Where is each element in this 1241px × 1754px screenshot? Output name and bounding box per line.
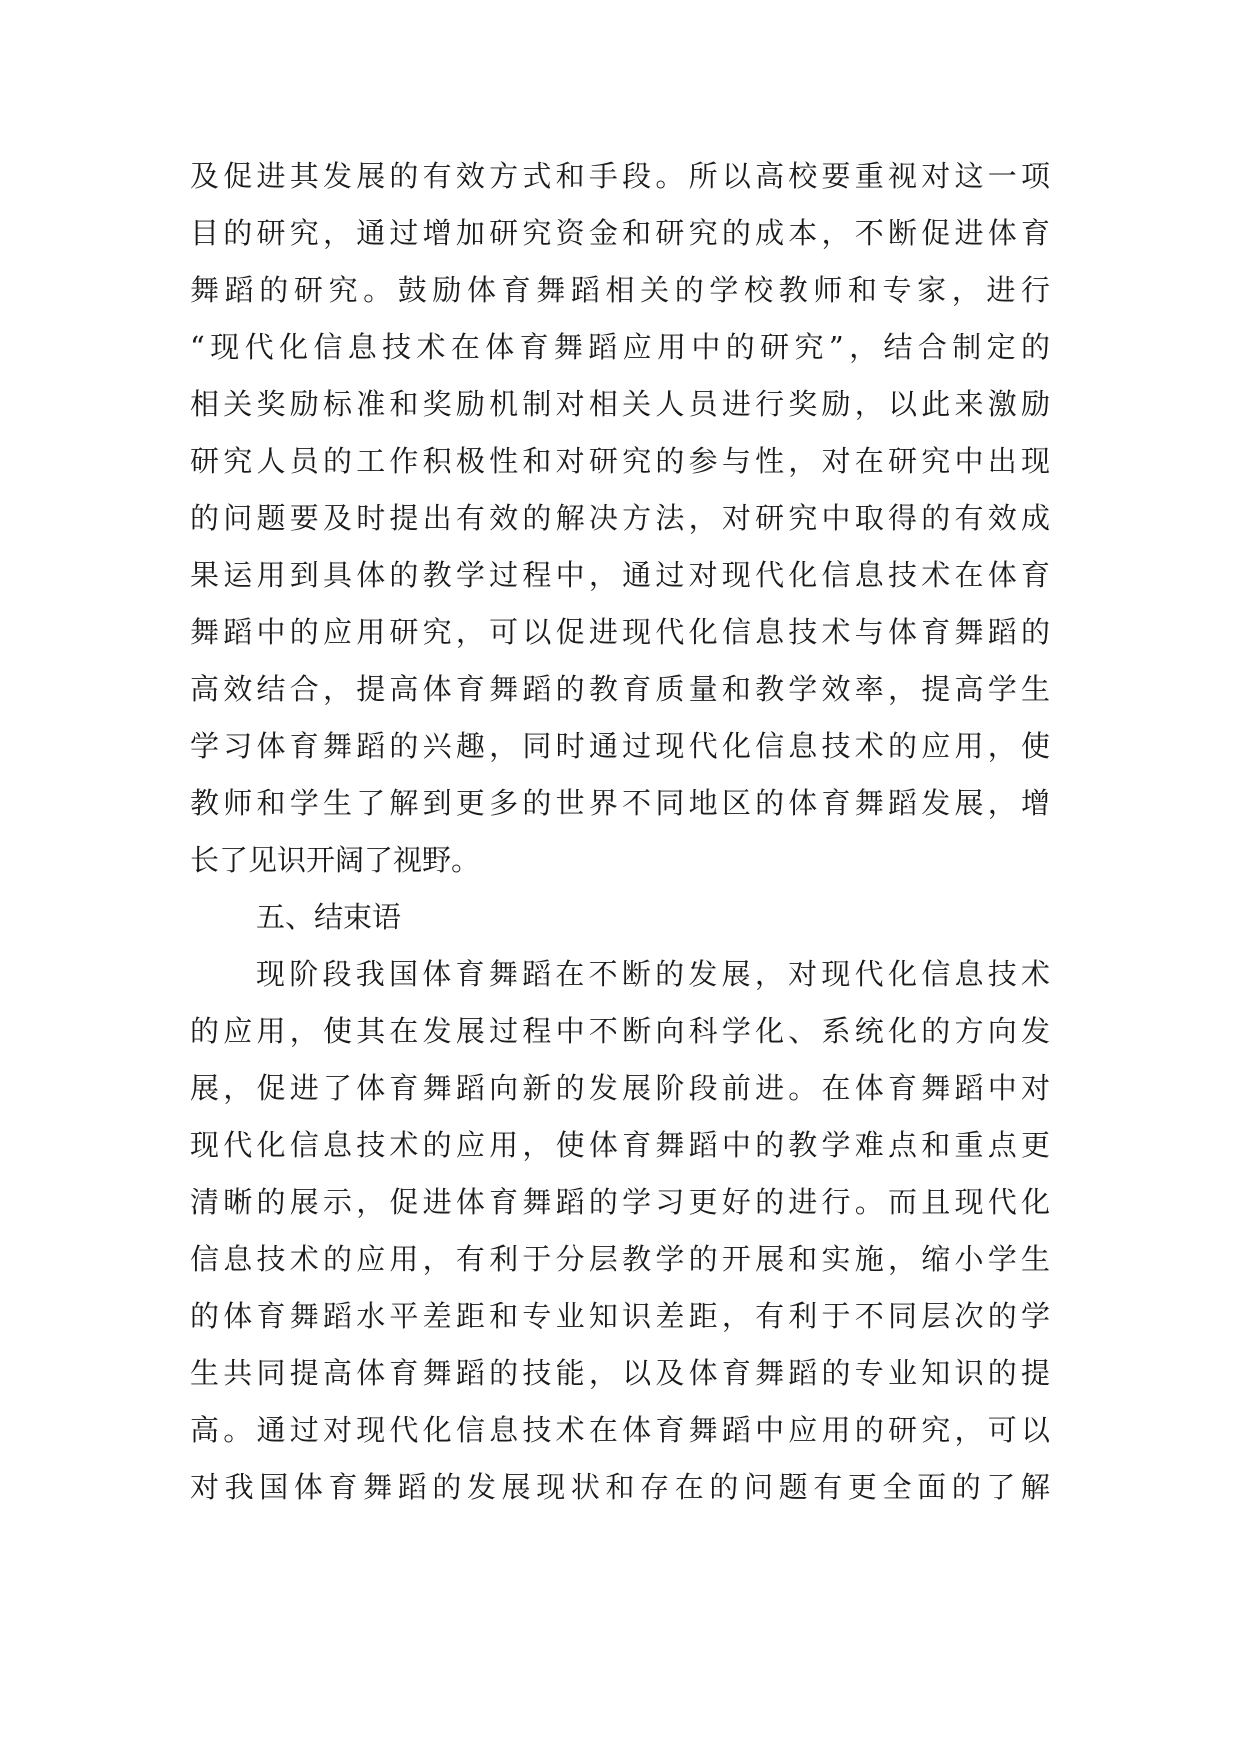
text-line: 信息技术的应用，有利于分层教学的开展和实施，缩小学生 <box>190 1242 1050 1276</box>
text-line: 果运用到具体的教学过程中，通过对现代化信息技术在体育 <box>190 558 1050 592</box>
paragraph-continued <box>190 148 1050 889</box>
section-heading: 五、结束语 <box>256 900 402 934</box>
text-line: 长了见识开阔了视野。 <box>190 843 481 877</box>
paragraph-conclusion <box>190 946 1050 1516</box>
text-line: 及促进其发展的有效方式和手段。所以高校要重视对这一项 <box>190 159 1050 193</box>
text-line: “现代化信息技术在体育舞蹈应用中的研究”，结合制定的 <box>190 330 1050 364</box>
text-line: 目的研究，通过增加研究资金和研究的成本，不断促进体育 <box>190 216 1050 250</box>
text-line: 高效结合，提高体育舞蹈的教育质量和教学效率，提高学生 <box>190 672 1050 706</box>
text-line: 舞蹈中的应用研究，可以促进现代化信息技术与体育舞蹈的 <box>190 615 1050 649</box>
text-line: 高。通过对现代化信息技术在体育舞蹈中应用的研究，可以 <box>190 1413 1050 1447</box>
text-line: 研究人员的工作积极性和对研究的参与性，对在研究中出现 <box>190 444 1050 478</box>
text-line: 相关奖励标准和奖励机制对相关人员进行奖励，以此来激励 <box>190 387 1050 421</box>
text-line: 清晰的展示，促进体育舞蹈的学习更好的进行。而且现代化 <box>190 1185 1050 1219</box>
text-line: 生共同提高体育舞蹈的技能，以及体育舞蹈的专业知识的提 <box>190 1356 1050 1390</box>
text-line: 对我国体育舞蹈的发展现状和存在的问题有更全面的了解 <box>190 1470 1050 1504</box>
text-line: 学习体育舞蹈的兴趣，同时通过现代化信息技术的应用，使 <box>190 729 1050 763</box>
text-line: 展，促进了体育舞蹈向新的发展阶段前进。在体育舞蹈中对 <box>190 1071 1050 1105</box>
text-line: 现代化信息技术的应用，使体育舞蹈中的教学难点和重点更 <box>190 1128 1050 1162</box>
text-line: 的应用，使其在发展过程中不断向科学化、系统化的方向发 <box>190 1014 1050 1048</box>
text-line: 舞蹈的研究。鼓励体育舞蹈相关的学校教师和专家，进行 <box>190 273 1050 307</box>
text-line: 的问题要及时提出有效的解决方法，对研究中取得的有效成 <box>190 501 1050 535</box>
text-line: 现阶段我国体育舞蹈在不断的发展，对现代化信息技术 <box>256 957 1050 991</box>
text-line: 的体育舞蹈水平差距和专业知识差距，有利于不同层次的学 <box>190 1299 1050 1333</box>
text-line: 教师和学生了解到更多的世界不同地区的体育舞蹈发展，增 <box>190 786 1050 820</box>
body-text <box>190 148 1050 1516</box>
